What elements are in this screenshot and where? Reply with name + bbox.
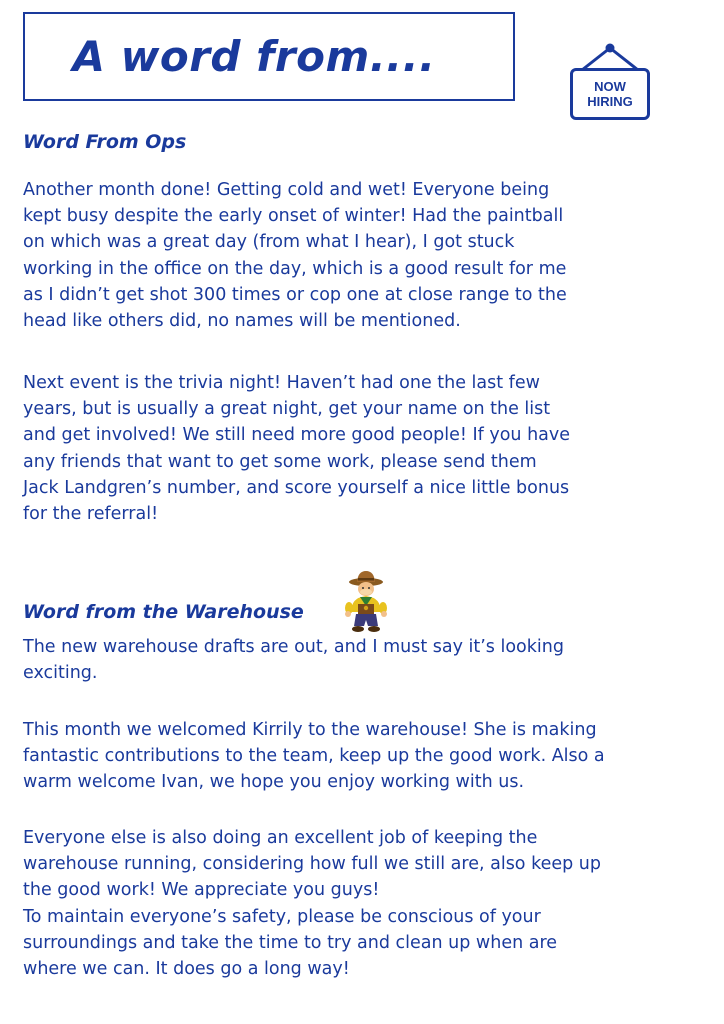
ops-paragraph-1: Another month done! Getting cold and wet! Everyone being kept busy despite the early onset of winter! Had the paintball on which was a great day (from what I hear), I got stuck working in the office on the day, which is a good result for me as I didn’t get shot 300 times or cop one at close range to the head like others did, no names will be mentioned. — [23, 180, 567, 332]
ops-paragraph-2: Next event is the trivia night! Haven’t had one the last few years, but is usually a great night, get your name on the list and get involved! We still need more good people! If you have any friends that want to get some work, please send them Jack Landgren’s number, and score yourself a nice little bonus for the referral! — [23, 373, 571, 525]
hiring-board — [570, 68, 650, 120]
warehouse-paragraph-1: The new warehouse drafts are out, and I must say it’s looking exciting. — [23, 637, 564, 684]
page-title: A word from.... — [72, 32, 436, 81]
warehouse-paragraph-3: Everyone else is also doing an excellent job of keeping the warehouse running, considering how full we still are, also keep up the good work! We appreciate you guys! To maintain everyone’s safety, please be conscious of your surroundings and take the time to try and clean up when are where we can. It does go a long way! — [23, 828, 601, 980]
hiring-line-2: HIRING — [587, 94, 633, 109]
warehouse-paragraph-2: This month we welcomed Kirrily to the warehouse! She is making fantastic contributions to the team, keep up the good work. Also a warm welcome Ivan, we hope you enjoy working with us. — [23, 720, 605, 793]
hiring-line-1: NOW — [594, 79, 626, 94]
title-banner — [23, 12, 515, 101]
ops-section-heading: Word From Ops — [23, 131, 187, 153]
cowboy-mascot-icon — [338, 568, 394, 634]
warehouse-section-heading: Word from the Warehouse — [23, 601, 304, 623]
now-hiring-sign-icon — [566, 40, 654, 126]
